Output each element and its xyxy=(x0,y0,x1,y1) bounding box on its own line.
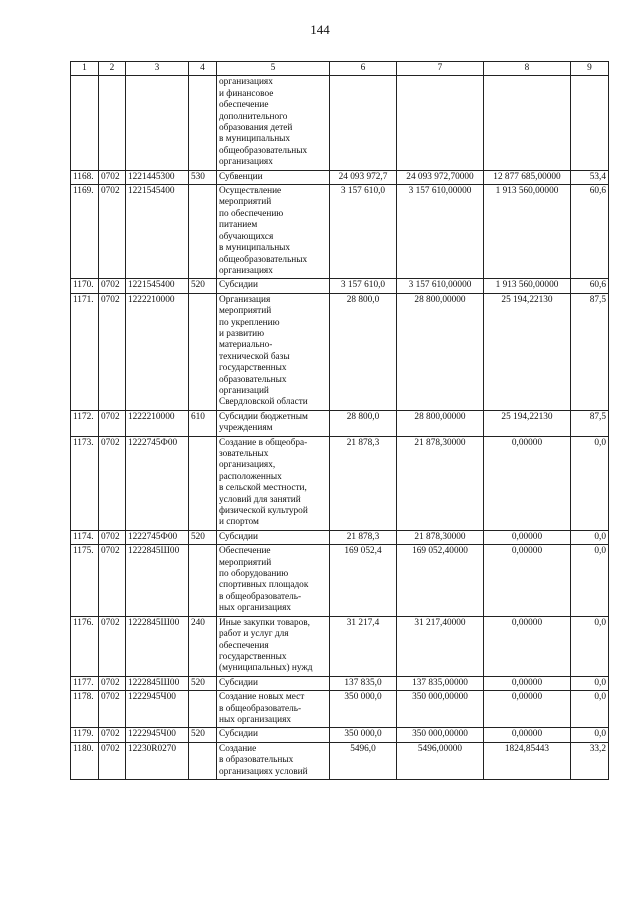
description-line: условий для занятий xyxy=(219,494,301,505)
target-article-cell: 1222945Ч00 xyxy=(126,691,189,728)
executed-amount-cell: 12 877 685,00000 xyxy=(484,170,571,184)
approved-amount-cell: 31 217,4 xyxy=(330,616,397,676)
section-code-cell: 0702 xyxy=(99,691,126,728)
description-line: в муниципальных xyxy=(219,243,291,254)
percent-cell: 87,5 xyxy=(571,293,609,410)
executed-amount-cell: 0,00000 xyxy=(484,616,571,676)
expense-type-cell: 530 xyxy=(189,170,217,184)
description-line: технической базы xyxy=(219,351,290,362)
description-line: Субсидии бюджетным xyxy=(219,411,308,422)
table-body xyxy=(71,76,609,780)
section-code-cell xyxy=(99,76,126,170)
table-row xyxy=(71,279,609,293)
approved-amount-cell: 350 000,0 xyxy=(330,728,397,742)
target-article-cell: 1222945Ч00 xyxy=(126,728,189,742)
executed-amount-cell: 1 913 560,00000 xyxy=(484,185,571,279)
target-article-cell: 1222845Ш00 xyxy=(126,545,189,616)
executed-amount-cell: 25 194,22130 xyxy=(484,293,571,410)
description-cell xyxy=(217,742,330,779)
expense-type-cell xyxy=(189,691,217,728)
header-cell: 1 xyxy=(71,62,99,76)
description-line: организациях условий xyxy=(219,766,308,777)
target-article-cell xyxy=(126,76,189,170)
description-line: (муниципальных) нужд xyxy=(219,663,313,674)
target-article-cell: 1221445300 xyxy=(126,170,189,184)
approved-amount-cell: 3 157 610,0 xyxy=(330,279,397,293)
budget-amount-cell: 169 052,40000 xyxy=(397,545,484,616)
description-line: организациях xyxy=(219,77,273,88)
table-row xyxy=(71,742,609,779)
description-cell xyxy=(217,616,330,676)
description-line: дополнительного xyxy=(219,111,288,122)
description-line: и развитию xyxy=(219,328,265,339)
description-line: Создание новых мест xyxy=(219,692,305,703)
description-line: зовательных xyxy=(219,449,269,459)
percent-cell: 60,6 xyxy=(571,279,609,293)
approved-amount-cell xyxy=(330,76,397,170)
row-number-cell: 1177. xyxy=(71,676,99,690)
percent-cell: 0,0 xyxy=(571,676,609,690)
table-row xyxy=(71,76,609,170)
description-line: мероприятий xyxy=(219,306,272,317)
description-line: работ и услуг для xyxy=(219,629,289,640)
executed-amount-cell: 0,00000 xyxy=(484,728,571,742)
expense-type-cell xyxy=(189,436,217,530)
percent-cell: 0,0 xyxy=(571,436,609,530)
approved-amount-cell: 21 878,3 xyxy=(330,530,397,544)
target-article-cell: 1221545400 xyxy=(126,279,189,293)
row-number-cell: 1168. xyxy=(71,170,99,184)
description-line: государственных xyxy=(219,651,287,662)
table-row xyxy=(71,676,609,690)
description-cell xyxy=(217,293,330,410)
description-cell xyxy=(217,728,330,742)
table-row xyxy=(71,691,609,728)
row-number-cell: 1179. xyxy=(71,728,99,742)
description-line: обучающихся xyxy=(219,231,274,242)
header-cell: 3 xyxy=(126,62,189,76)
expense-type-cell: 520 xyxy=(189,530,217,544)
section-code-cell: 0702 xyxy=(99,530,126,544)
description-line: Субвенции xyxy=(219,171,263,182)
percent-cell: 53,4 xyxy=(571,170,609,184)
description-line: учреждениям xyxy=(219,423,273,434)
description-line: организациях xyxy=(219,265,273,276)
budget-amount-cell: 5496,00000 xyxy=(397,742,484,779)
description-line: Субсидии xyxy=(219,280,259,291)
approved-amount-cell: 169 052,4 xyxy=(330,545,397,616)
approved-amount-cell: 350 000,0 xyxy=(330,691,397,728)
row-number-cell: 1173. xyxy=(71,436,99,530)
section-code-cell: 0702 xyxy=(99,293,126,410)
description-line: в общеобразователь- xyxy=(219,703,302,714)
executed-amount-cell: 0,00000 xyxy=(484,530,571,544)
expense-type-cell: 240 xyxy=(189,616,217,676)
description-line: физической культурой xyxy=(219,506,308,517)
description-line: Иные закупки товаров, xyxy=(219,617,311,628)
description-line: по оборудованию xyxy=(219,569,289,580)
executed-amount-cell: 0,00000 xyxy=(484,691,571,728)
section-code-cell: 0702 xyxy=(99,185,126,279)
description-cell xyxy=(217,530,330,544)
description-line: Субсидии xyxy=(219,729,259,740)
description-line: Организация xyxy=(219,294,271,305)
table-row xyxy=(71,410,609,436)
description-line: ных организациях xyxy=(219,603,292,614)
section-code-cell: 0702 xyxy=(99,616,126,676)
description-line: Субсидии xyxy=(219,531,259,542)
description-line: мероприятий xyxy=(219,557,272,568)
table-row xyxy=(71,616,609,676)
description-line: ных организациях xyxy=(219,714,292,725)
description-line: спортивных площадок xyxy=(219,580,309,591)
description-line: общеобразовательных xyxy=(219,145,308,156)
budget-amount-cell: 3 157 610,00000 xyxy=(397,279,484,293)
budget-amount-cell: 28 800,00000 xyxy=(397,410,484,436)
expense-type-cell: 520 xyxy=(189,279,217,293)
percent-cell xyxy=(571,76,609,170)
target-article-cell: 1221545400 xyxy=(126,185,189,279)
target-article-cell: 1222745Ф00 xyxy=(126,530,189,544)
description-line: материально- xyxy=(219,340,273,351)
description-line: обеспечение xyxy=(219,100,269,111)
table-header-row xyxy=(71,62,609,76)
executed-amount-cell: 25 194,22130 xyxy=(484,410,571,436)
budget-amount-cell: 21 878,30000 xyxy=(397,436,484,530)
table-row xyxy=(71,185,609,279)
header-cell: 4 xyxy=(189,62,217,76)
description-cell xyxy=(217,170,330,184)
description-line: обеспечения xyxy=(219,640,269,651)
description-line: в образовательных xyxy=(219,755,294,766)
table-row xyxy=(71,436,609,530)
target-article-cell: 12230R0270 xyxy=(126,742,189,779)
budget-table xyxy=(70,61,609,780)
row-number-cell: 1175. xyxy=(71,545,99,616)
header-cell: 7 xyxy=(397,62,484,76)
executed-amount-cell: 0,00000 xyxy=(484,545,571,616)
row-number-cell: 1171. xyxy=(71,293,99,410)
budget-amount-cell: 3 157 610,00000 xyxy=(397,185,484,279)
description-cell xyxy=(217,185,330,279)
description-cell xyxy=(217,691,330,728)
description-line: питанием xyxy=(219,220,258,231)
description-line: по укреплению xyxy=(219,317,280,328)
expense-type-cell xyxy=(189,742,217,779)
section-code-cell: 0702 xyxy=(99,279,126,293)
approved-amount-cell: 137 835,0 xyxy=(330,676,397,690)
section-code-cell: 0702 xyxy=(99,170,126,184)
row-number-cell: 1180. xyxy=(71,742,99,779)
header-cell: 6 xyxy=(330,62,397,76)
header-cell: 5 xyxy=(217,62,330,76)
approved-amount-cell: 24 093 972,7 xyxy=(330,170,397,184)
section-code-cell: 0702 xyxy=(99,545,126,616)
budget-amount-cell: 31 217,40000 xyxy=(397,616,484,676)
header-cell: 2 xyxy=(99,62,126,76)
section-code-cell: 0702 xyxy=(99,728,126,742)
budget-amount-cell: 137 835,00000 xyxy=(397,676,484,690)
description-line: организаций xyxy=(219,385,269,396)
description-cell xyxy=(217,676,330,690)
expense-type-cell: 610 xyxy=(189,410,217,436)
section-code-cell: 0702 xyxy=(99,410,126,436)
target-article-cell: 1222210000 xyxy=(126,293,189,410)
row-number-cell: 1172. xyxy=(71,410,99,436)
description-cell xyxy=(217,436,330,530)
executed-amount-cell: 0,00000 xyxy=(484,436,571,530)
expense-type-cell xyxy=(189,76,217,170)
header-cell: 8 xyxy=(484,62,571,76)
budget-amount-cell: 350 000,00000 xyxy=(397,728,484,742)
executed-amount-cell: 0,00000 xyxy=(484,676,571,690)
description-line: Создание в общеобра- xyxy=(219,437,308,448)
description-line: Субсидии xyxy=(219,677,259,688)
row-number-cell: 1176. xyxy=(71,616,99,676)
target-article-cell: 1222210000 xyxy=(126,410,189,436)
description-line: образовательных xyxy=(219,374,287,385)
expense-type-cell: 520 xyxy=(189,728,217,742)
target-article-cell: 1222845Ш00 xyxy=(126,676,189,690)
description-line: по обеспечению xyxy=(219,208,284,219)
table-row xyxy=(71,170,609,184)
table-row xyxy=(71,293,609,410)
budget-amount-cell: 24 093 972,70000 xyxy=(397,170,484,184)
description-line: организациях, xyxy=(219,460,276,471)
description-line: в общеобразователь- xyxy=(219,591,302,602)
expense-type-cell xyxy=(189,293,217,410)
description-line: образования детей xyxy=(219,123,293,134)
expense-type-cell xyxy=(189,185,217,279)
description-line: Свердловской области xyxy=(219,397,308,408)
approved-amount-cell: 21 878,3 xyxy=(330,436,397,530)
section-code-cell: 0702 xyxy=(99,676,126,690)
executed-amount-cell: 1824,85443 xyxy=(484,742,571,779)
description-line: и финансовое xyxy=(219,88,274,99)
approved-amount-cell: 28 800,0 xyxy=(330,410,397,436)
header-cell: 9 xyxy=(571,62,609,76)
budget-amount-cell: 21 878,30000 xyxy=(397,530,484,544)
description-line: общеобразовательных xyxy=(219,254,308,265)
budget-amount-cell: 28 800,00000 xyxy=(397,293,484,410)
description-cell xyxy=(217,410,330,436)
budget-amount-cell: 350 000,00000 xyxy=(397,691,484,728)
percent-cell: 60,6 xyxy=(571,185,609,279)
target-article-cell: 1222845Ш00 xyxy=(126,616,189,676)
expense-type-cell xyxy=(189,545,217,616)
description-line: в сельской местности, xyxy=(219,483,307,494)
description-cell xyxy=(217,76,330,170)
target-article-cell: 1222745Ф00 xyxy=(126,436,189,530)
page-number: 144 xyxy=(310,22,330,37)
percent-cell: 0,0 xyxy=(571,691,609,728)
section-code-cell: 0702 xyxy=(99,436,126,530)
description-line: расположенных xyxy=(219,471,282,482)
percent-cell: 0,0 xyxy=(571,545,609,616)
executed-amount-cell: 1 913 560,00000 xyxy=(484,279,571,293)
description-cell xyxy=(217,279,330,293)
row-number-cell xyxy=(71,76,99,170)
table-row xyxy=(71,530,609,544)
row-number-cell: 1170. xyxy=(71,279,99,293)
percent-cell: 0,0 xyxy=(571,728,609,742)
percent-cell: 0,0 xyxy=(571,616,609,676)
table-row xyxy=(71,728,609,742)
description-line: в муниципальных xyxy=(219,134,291,145)
description-line: организациях xyxy=(219,157,273,168)
approved-amount-cell: 28 800,0 xyxy=(330,293,397,410)
row-number-cell: 1169. xyxy=(71,185,99,279)
expense-type-cell: 520 xyxy=(189,676,217,690)
row-number-cell: 1174. xyxy=(71,530,99,544)
section-code-cell: 0702 xyxy=(99,742,126,779)
description-line: и спортом xyxy=(219,517,259,528)
description-line: Создание xyxy=(219,743,257,754)
percent-cell: 87,5 xyxy=(571,410,609,436)
approved-amount-cell: 3 157 610,0 xyxy=(330,185,397,279)
percent-cell: 0,0 xyxy=(571,530,609,544)
description-line: Обеспечение xyxy=(219,546,271,557)
row-number-cell: 1178. xyxy=(71,691,99,728)
budget-amount-cell xyxy=(397,76,484,170)
description-line: Осуществление xyxy=(219,186,282,197)
description-cell xyxy=(217,545,330,616)
percent-cell: 33,2 xyxy=(571,742,609,779)
executed-amount-cell xyxy=(484,76,571,170)
approved-amount-cell: 5496,0 xyxy=(330,742,397,779)
description-line: государственных xyxy=(219,363,287,374)
table-row xyxy=(71,545,609,616)
description-line: мероприятий xyxy=(219,197,272,208)
